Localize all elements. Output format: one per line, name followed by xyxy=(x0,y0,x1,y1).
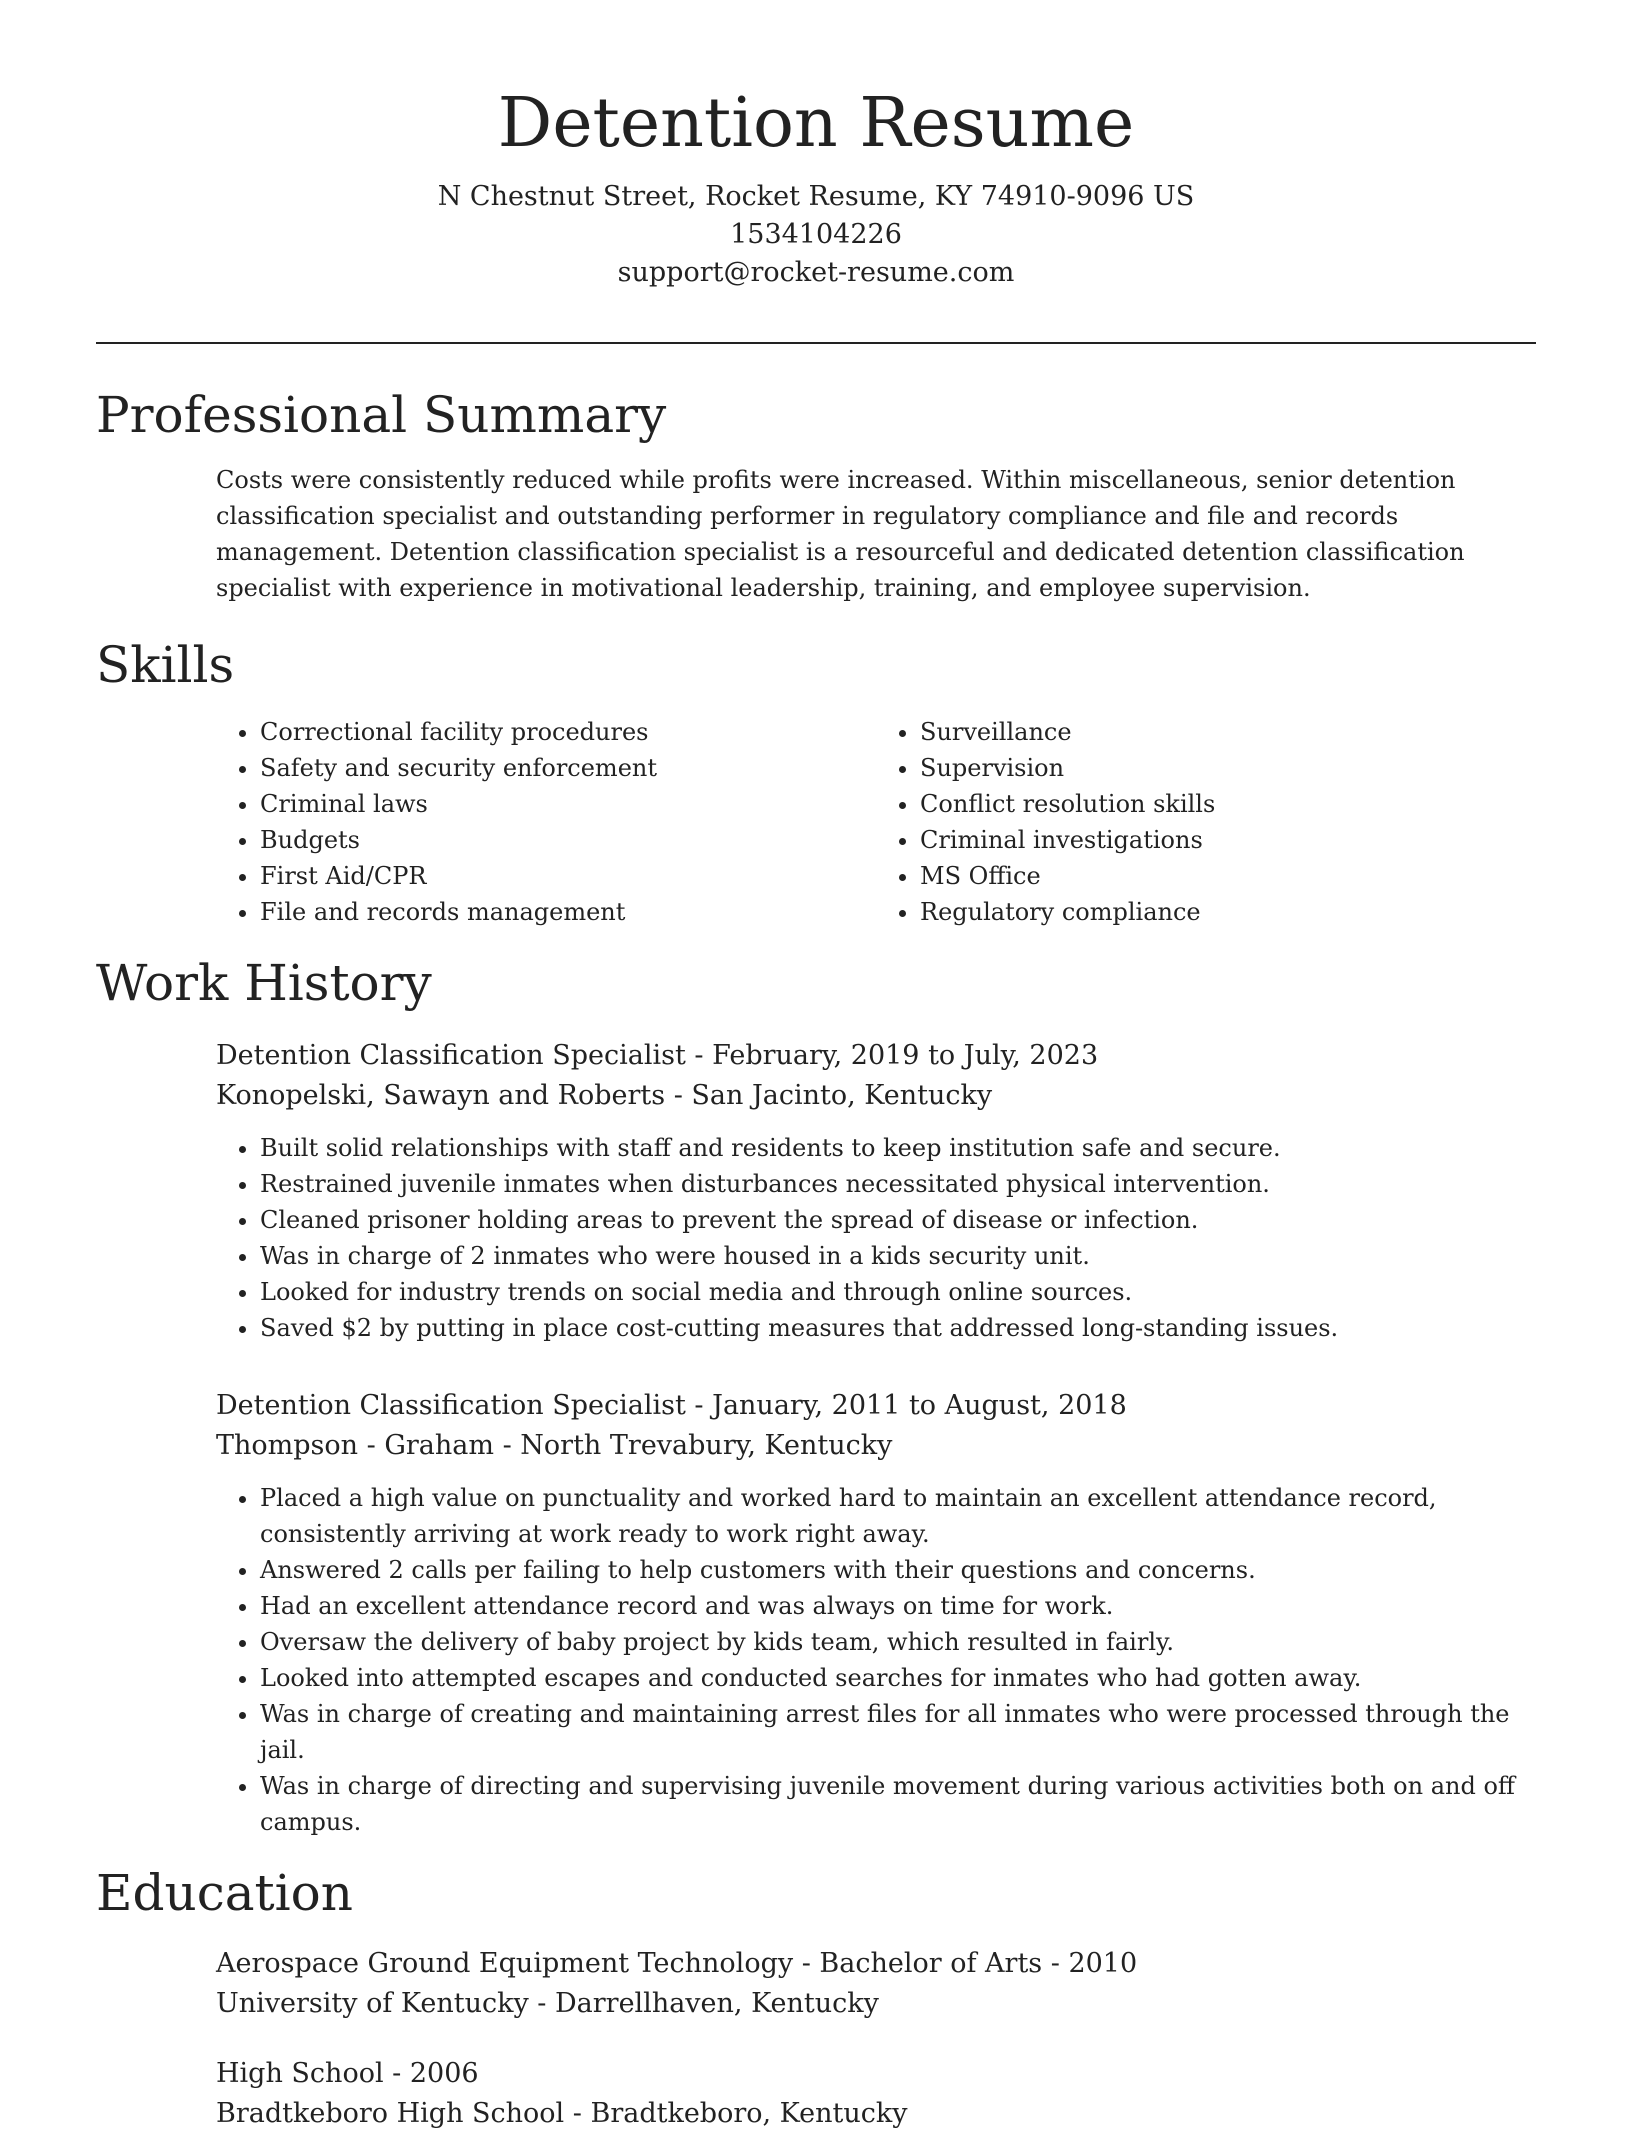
degree-line xyxy=(216,1944,1536,1984)
address: N Chestnut Street, Rocket Resume, KY 74910-9096 US xyxy=(437,181,1195,212)
list-item: • Saved $2 by putting in place cost-cutting measures that addressed long-standing issues. xyxy=(260,1310,1536,1346)
list-item: • Criminal laws xyxy=(260,786,876,822)
school-location: - Bradtkeboro, Kentucky xyxy=(564,2098,908,2129)
work-history-list xyxy=(216,1036,1536,1840)
list-item: • Looked into attempted escapes and conducted searches for inmates who had gotten away. xyxy=(260,1660,1536,1696)
job-title: Detention Classification Specialist xyxy=(216,1040,686,1071)
education-entry xyxy=(216,1944,1536,2024)
list-item: • Cleaned prisoner holding areas to prevent the spread of disease or infection. xyxy=(260,1202,1536,1238)
resume-header xyxy=(0,80,1632,292)
resume-body xyxy=(96,380,1536,2134)
list-item: • First Aid/CPR xyxy=(260,858,876,894)
job-duties xyxy=(216,1130,1536,1346)
job-company: Thompson - Graham xyxy=(216,1430,494,1461)
school-line xyxy=(216,1984,1536,2024)
school-line xyxy=(216,2094,1536,2134)
header-divider xyxy=(96,342,1536,344)
list-item: • Conflict resolution skills xyxy=(920,786,1536,822)
job-location: - San Jacinto, Kentucky xyxy=(665,1080,993,1111)
job-entry xyxy=(216,1386,1536,1840)
list-item: • Answered 2 calls per failing to help customers with their questions and concerns. xyxy=(260,1552,1536,1588)
list-item: • Supervision xyxy=(920,750,1536,786)
list-item: • Restrained juvenile inmates when disturbances necessitated physical intervention. xyxy=(260,1166,1536,1202)
list-item: • Looked for industry trends on social media and through online sources. xyxy=(260,1274,1536,1310)
list-item: • Had an excellent attendance record and was always on time for work. xyxy=(260,1588,1536,1624)
list-item: • Oversaw the delivery of baby project by kids team, which resulted in fairly. xyxy=(260,1624,1536,1660)
education-heading: Education xyxy=(96,1864,353,1922)
list-item: • Built solid relationships with staff and residents to keep institution safe and secure. xyxy=(260,1130,1536,1166)
education-entry xyxy=(216,2054,1536,2134)
work-history-heading: Work History xyxy=(96,954,432,1012)
list-item: • Correctional facility procedures xyxy=(260,714,876,750)
degree-line xyxy=(216,2054,1536,2094)
skills-column-right xyxy=(876,714,1536,930)
education-list xyxy=(216,1944,1536,2134)
job-duties xyxy=(216,1480,1536,1840)
list-item: • Safety and security enforcement xyxy=(260,750,876,786)
list-item: • Surveillance xyxy=(920,714,1536,750)
job-company: Konopelski, Sawayn and Roberts xyxy=(216,1080,666,1111)
job-title: Detention Classification Specialist xyxy=(216,1390,686,1421)
job-dates: - February, 2019 to July, 2023 xyxy=(685,1040,1099,1071)
resume-name: Detention Resume xyxy=(497,84,1135,163)
phone: 1534104226 xyxy=(730,219,902,250)
list-item: • Was in charge of directing and supervising juvenile movement during various activities both on and off campus. xyxy=(260,1768,1536,1840)
summary-text: Costs were consistently reduced while profits were increased. Within miscellaneous, senior detention classification specialist and outstanding performer in regulatory compliance and file and records management. Detention classification specialist is a resourceful and dedicated detention classification specialist with experience in motivational leadership, training, and employee supervision. xyxy=(216,466,1465,602)
job-company-line xyxy=(216,1426,1536,1466)
list-item: • Was in charge of 2 inmates who were housed in a kids security unit. xyxy=(260,1238,1536,1274)
degree-detail: - Bachelor of Arts - 2010 xyxy=(793,1948,1138,1979)
school-location: - Darrellhaven, Kentucky xyxy=(528,1988,879,2019)
skills-heading: Skills xyxy=(96,636,235,694)
list-item: • Budgets xyxy=(260,822,876,858)
skills-list xyxy=(216,714,1536,930)
job-location: - North Trevabury, Kentucky xyxy=(494,1430,893,1461)
list-item: • Regulatory compliance xyxy=(920,894,1536,930)
list-item: • MS Office xyxy=(920,858,1536,894)
job-title-line xyxy=(216,1386,1536,1426)
job-title-line xyxy=(216,1036,1536,1076)
list-item: • Was in charge of creating and maintaining arrest files for all inmates who were processed through the jail. xyxy=(260,1696,1536,1768)
job-entry xyxy=(216,1036,1536,1346)
job-company-line xyxy=(216,1076,1536,1116)
list-item: • File and records management xyxy=(260,894,876,930)
summary-heading: Professional Summary xyxy=(96,386,667,444)
list-item: • Criminal investigations xyxy=(920,822,1536,858)
job-dates: - January, 2011 to August, 2018 xyxy=(685,1390,1127,1421)
list-item: • Placed a high value on punctuality and worked hard to maintain an excellent attendance record, consistently arriving at work ready to work right away. xyxy=(260,1480,1536,1552)
degree-detail: - 2006 xyxy=(383,2058,479,2089)
skills-column-left xyxy=(216,714,876,930)
school: Bradtkeboro High School xyxy=(216,2098,565,2129)
degree: Aerospace Ground Equipment Technology xyxy=(216,1948,794,1979)
degree: High School xyxy=(216,2058,384,2089)
email: support@rocket-resume.com xyxy=(617,257,1015,288)
school: University of Kentucky xyxy=(216,1988,529,2019)
